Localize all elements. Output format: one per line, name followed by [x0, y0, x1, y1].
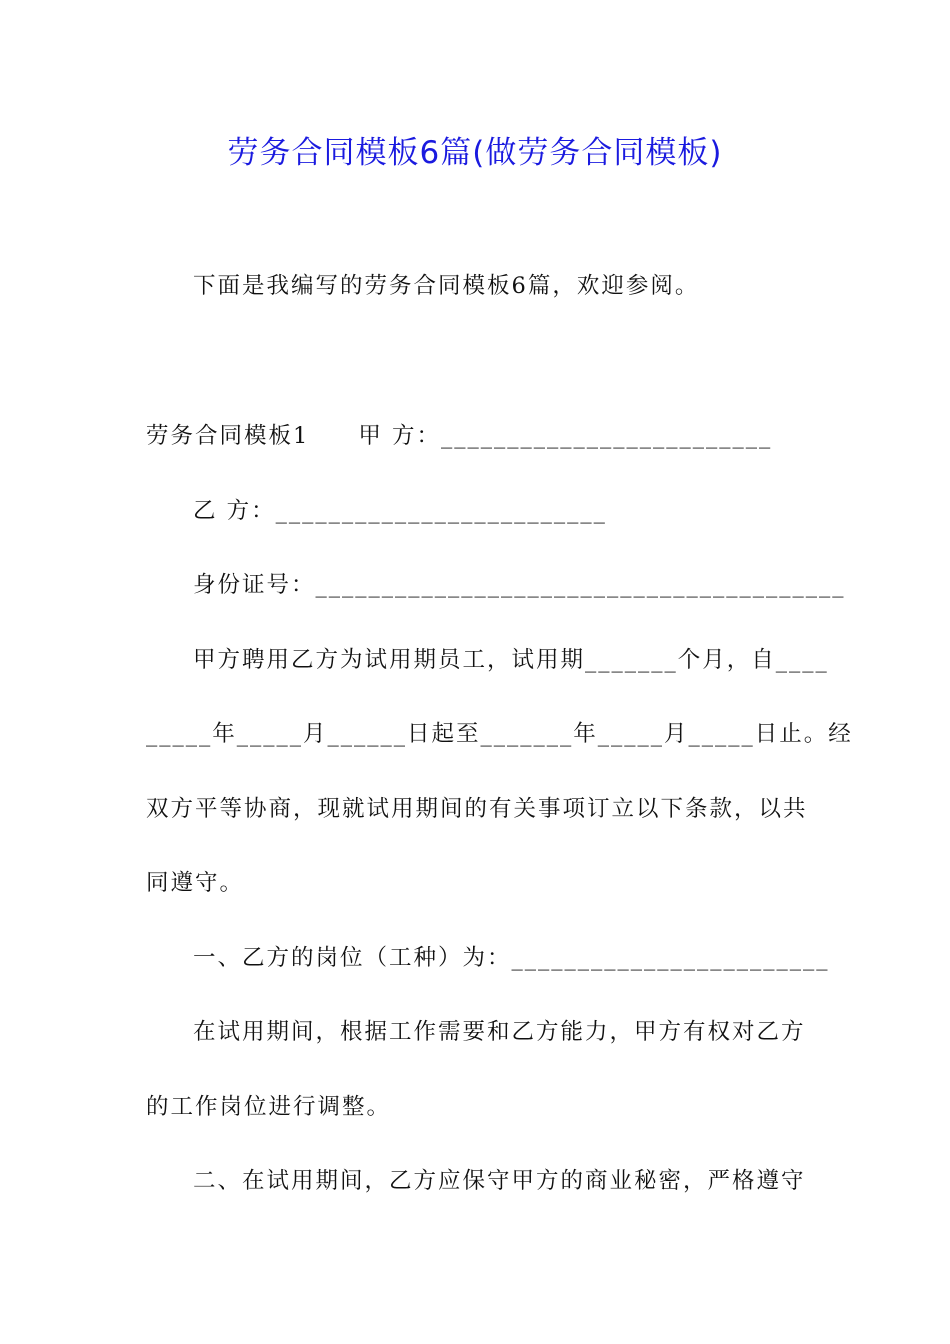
body-paragraph-line: 双方平等协商，现就试用期间的有关事项订立以下条款，以共: [146, 796, 808, 822]
clause-one-line: 一、乙方的岗位（工种）为：________________________: [193, 945, 830, 971]
clause-two-line: 二、在试用期间，乙方应保守甲方的商业秘密，严格遵守: [193, 1168, 806, 1194]
body-paragraph-line: _____年_____月______日起至_______年_____月_____日止。经: [146, 721, 853, 747]
document-title: 劳务合同模板6篇(做劳务合同模板): [227, 135, 723, 171]
body-paragraph-line: 的工作岗位进行调整。: [146, 1094, 392, 1120]
template-heading-party-a: 劳务合同模板1 甲 方：_________________________: [146, 423, 773, 449]
body-paragraph-line: 同遵守。: [146, 870, 245, 896]
body-paragraph-line: 甲方聘用乙方为试用期员工，试用期_______个月，自____: [193, 647, 829, 673]
body-paragraph-line: 在试用期间，根据工作需要和乙方能力，甲方有权对乙方: [193, 1019, 806, 1045]
party-b-line: 乙 方：_________________________: [193, 498, 607, 524]
id-number-line: 身份证号：________________________________________: [193, 572, 846, 598]
intro-paragraph: 下面是我编写的劳务合同模板6篇，欢迎参阅。: [193, 273, 700, 299]
